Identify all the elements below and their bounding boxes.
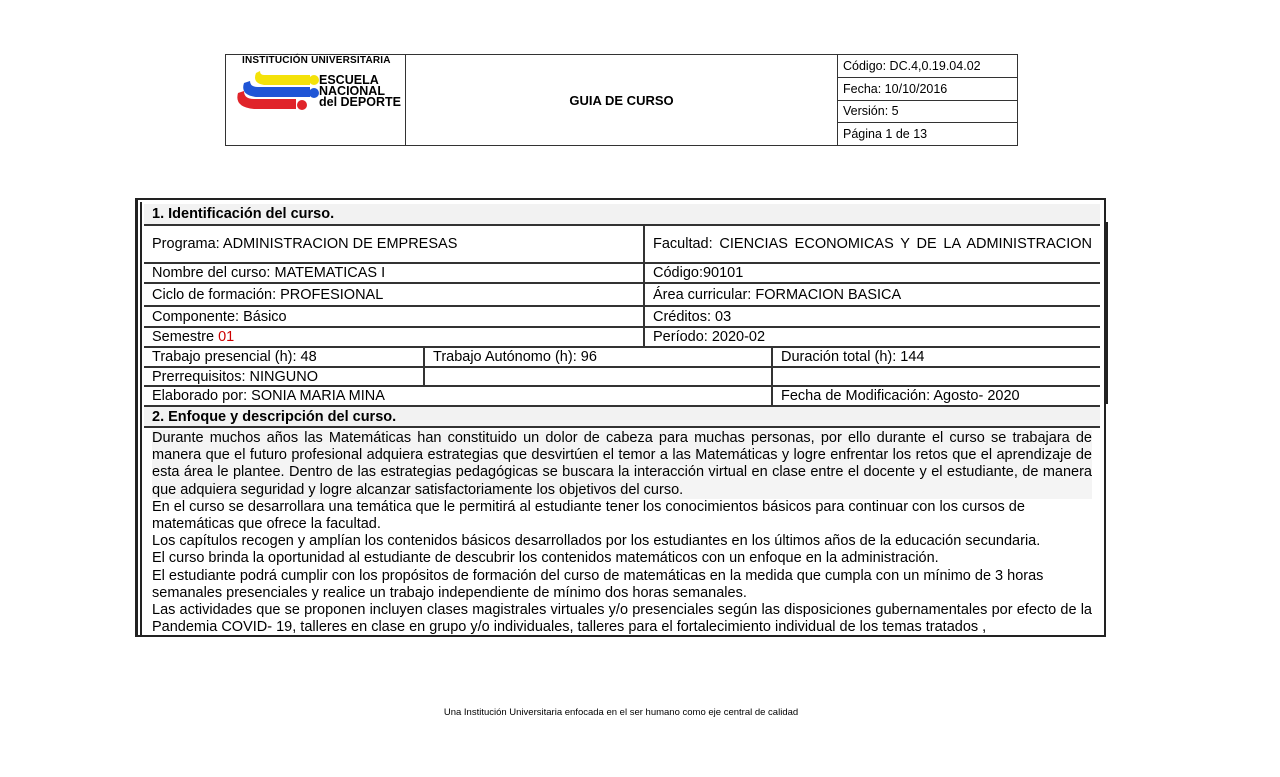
description-paragraph-3: Los capítulos recogen y amplían los contenidos básicos desarrollados por los estudiantes en los últimos años de la educación secundaria. [152,533,1041,550]
row-componente [144,305,1100,326]
logo-name-line1: ESCUELA [319,73,379,87]
page-footer: Una Institución Universitaria enfocada en el ser humano como eje central de calidad [443,707,799,718]
logo-yellow-stripe [255,71,310,85]
nombre-cell: Nombre del curso: MATEMATICAS I [144,264,645,282]
logo-cell [226,55,406,145]
course-table [135,198,1106,637]
section2-heading: 2. Enfoque y descripción del curso. [152,408,397,425]
elaborado-cell: Elaborado por: SONIA MARIA MINA [144,387,773,405]
row-trabajo [144,346,1100,366]
row-ciclo [144,282,1100,305]
row-programa [144,224,1100,262]
empty-cell-1 [425,368,773,385]
periodo-cell: Período: 2020-02 [653,329,766,345]
empty-cell-2 [773,368,1100,385]
description-paragraph-1: Durante muchos años las Matemáticas han constituido un dolor de cabeza para muchas personas, por ello durante el curso se trabajara de manera que el futuro profesional adquiera estrategias que desvirtúen el temor a las Matemáticas y logre enfrentar los retos que el aprendizaje de esta área le plantee. Dentro de las estrategias pedagógicas se buscara la interacción virtual en clase entre el docente y el estudiante, de manera que adquiera seguridad y logre alcanzar satisfactoriamente los objetivos del curso. [152,430,1092,498]
institution-logo-icon [234,67,324,115]
logo-institution-text: INSTITUCIÓN UNIVERSITARIA [242,55,391,66]
logo-name-line2: NACIONAL [319,84,385,98]
document-title: GUIA DE CURSO [406,55,838,145]
meta-pagina: Página 1 de 13 [843,127,928,142]
row-prerrequisitos [144,366,1100,385]
row-nombre [144,262,1100,282]
area-cell: Área curricular: FORMACION BASICA [653,286,902,303]
logo-blue-dot [309,88,319,98]
componente-cell: Componente: Básico [144,307,645,326]
creditos-cell: Créditos: 03 [653,308,732,325]
trabajo-presencial-cell: Trabajo presencial (h): 48 [144,348,425,366]
ciclo-cell: Ciclo de formación: PROFESIONAL [144,284,645,305]
facultad-cell [645,226,1100,262]
document-meta [838,55,1017,145]
document-header [225,54,1018,146]
description-paragraph-2: En el curso se desarrollara una temática que le permitirá al estudiante tener los conocimientos básicos para continuar con los cursos de matemáticas que ofrece la facultad. [152,498,1025,533]
programa-cell: Programa: ADMINISTRACION DE EMPRESAS [144,226,645,262]
trabajo-autonomo-cell: Trabajo Autónomo (h): 96 [425,348,773,366]
meta-codigo: Código: DC.4,0.19.04.02 [838,55,1017,78]
description-paragraph-6: Las actividades que se proponen incluyen clases magistrales virtuales y/o presenciales según las disposiciones gubernamentales por efecto de la Pandemia COVID- 19, talleres en clase en grupo y/o individuales, talleres para el fortalecimiento individual de los temas tratados , [152,602,1092,636]
logo-yellow-dot [309,75,319,85]
prerrequisitos-cell: Prerrequisitos: NINGUNO [144,368,425,385]
logo-name [319,75,401,108]
meta-fecha: Fecha: 10/10/2016 [838,78,1017,101]
meta-version: Versión: 5 [838,101,1017,124]
section1-heading-row [144,204,1100,224]
description-paragraph-4: El curso brinda la oportunidad al estudiante de descubrir los contenidos matemáticos con un enfoque en la administración. [152,550,939,567]
semestre-label: Semestre [152,329,215,345]
semestre-cell [144,328,645,346]
row-elaborado [144,385,1100,405]
description-paragraph-5: El estudiante podrá cumplir con los propósitos de formación del curso de matemáticas en la medida que cumpla con un mínimo de 3 horas semanales presenciales y realice un trabajo independiente de mínimo dos horas semanales. [152,567,1044,601]
codigo-cell: Código:90101 [653,265,744,281]
fecha-modificacion-cell: Fecha de Modificación: Agosto- 2020 [781,388,1020,404]
semestre-value: 01 [218,329,235,345]
section2-heading-row [144,405,1100,426]
logo-red-dot [297,100,307,110]
section1-heading: 1. Identificación del curso. [152,206,335,222]
duracion-total-cell: Duración total (h): 144 [781,349,925,365]
course-description [144,426,1100,635]
table-left-rail [140,202,142,635]
logo-name-line3: del DEPORTE [319,95,401,109]
row-semestre [144,326,1100,346]
facultad-text: Facultad: CIENCIAS ECONOMICAS Y DE LA ADMINISTRACION [653,236,1092,252]
table-right-rail [1105,222,1108,404]
